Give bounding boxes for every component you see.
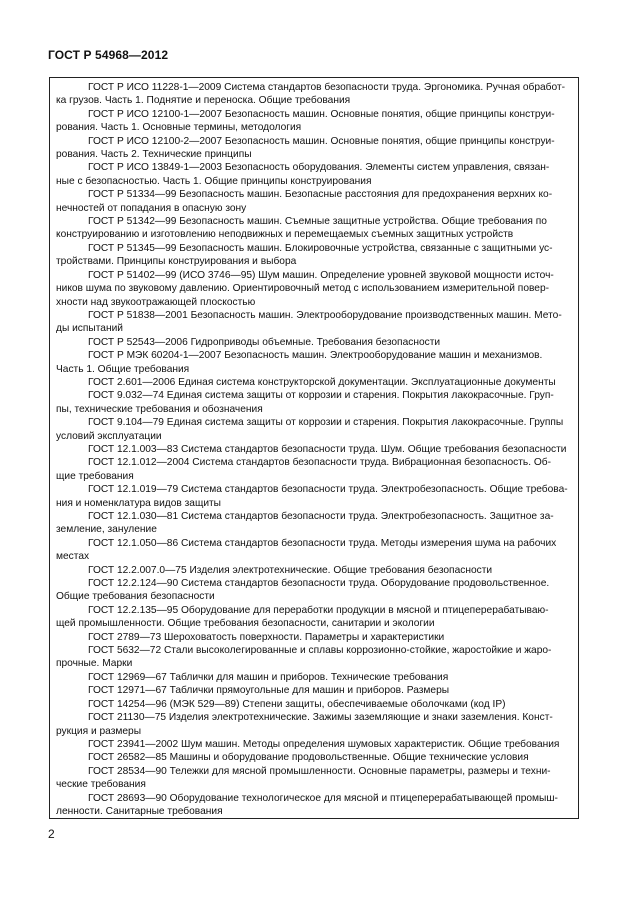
reference-entry — [56, 711, 575, 738]
reference-entry — [56, 336, 575, 349]
reference-entry — [56, 510, 575, 537]
reference-entry — [56, 564, 575, 577]
reference-entry — [56, 349, 575, 376]
reference-line-first: ГОСТ 28534—90 Тележки для мясной промышленности. Основные параметры, размеры и техни- — [88, 765, 551, 777]
reference-line-first: ГОСТ 28693—90 Оборудование технологическое для мясной и птицеперерабатывающей промыш- — [88, 792, 558, 804]
reference-entry — [56, 751, 575, 764]
reference-entry — [56, 456, 575, 483]
reference-line-continuation: ленности. Санитарные требования — [56, 805, 223, 817]
reference-line-continuation: тройствами. Принципы конструирования и выбора — [56, 256, 297, 268]
reference-line-continuation: рукция и размеры — [56, 725, 142, 737]
reference-line-first: ГОСТ 12971—67 Таблички прямоугольные для машин и приборов. Размеры — [88, 685, 450, 697]
reference-entry — [56, 671, 575, 684]
reference-entry — [56, 537, 575, 564]
reference-line-first: ГОСТ 12.1.012—2004 Система стандартов безопасности труда. Вибрационная безопасность. Об- — [88, 457, 552, 469]
reference-line-first: ГОСТ 9.104—79 Единая система защиты от коррозии и старения. Покрытия лакокрасочные. Группы — [88, 417, 564, 429]
reference-line-first: ГОСТ Р ИСО 11228-1—2009 Система стандартов безопасности труда. Эргономика. Ручная обработ- — [88, 82, 566, 93]
reference-line-first: ГОСТ 12.2.124—90 Система стандартов безопасности труда. Оборудование продовольственное. — [88, 578, 550, 590]
reference-line-first: ГОСТ 12.1.019—79 Система стандартов безопасности труда. Электробезопасность. Общие требова- — [88, 484, 568, 496]
reference-line-continuation: рования. Часть 1. Основные термины, методология — [56, 122, 302, 134]
reference-line-continuation: ников шума по звуковому давлению. Ориентировочный метод с использованием измерительной повер- — [56, 283, 550, 295]
reference-entry — [56, 188, 575, 215]
reference-line-first: ГОСТ 21130—75 Изделия электротехнические. Зажимы заземляющие и знаки заземления. Конст- — [88, 712, 553, 724]
normative-references-frame — [49, 77, 579, 819]
reference-entry — [56, 577, 575, 604]
reference-line-first: ГОСТ 14254—96 (МЭК 529—89) Степени защиты, обеспечиваемые оболочками (код IP) — [88, 698, 506, 710]
reference-line-continuation: местах — [56, 551, 90, 563]
reference-entry — [56, 376, 575, 389]
reference-line-continuation: земление, зануление — [56, 524, 157, 536]
reference-entry — [56, 604, 575, 631]
reference-line-first: ГОСТ Р МЭК 60204-1—2007 Безопасность машин. Электрооборудование машин и механизмов. — [88, 350, 543, 362]
reference-line-first: ГОСТ Р 51838—2001 Безопасность машин. Электрооборудование производственных машин. Мето- — [88, 309, 562, 321]
reference-line-continuation: ческие требования — [56, 779, 146, 791]
reference-line-first: ГОСТ 12.1.030—81 Система стандартов безопасности труда. Электробезопасность. Защитное за- — [88, 511, 554, 522]
reference-line-first: ГОСТ Р 51342—99 Безопасность машин. Съемные защитные устройства. Общие требования по — [88, 216, 547, 228]
reference-line-first: ГОСТ Р ИСО 13849-1—2003 Безопасность оборудования. Элементы систем управления, связан- — [88, 162, 550, 174]
reference-entry — [56, 161, 575, 188]
reference-entry — [56, 698, 575, 711]
reference-line-continuation: щей промышленности. Общие требования безопасности, санитарии и экологии — [56, 618, 435, 630]
reference-line-first: ГОСТ 12.2.007.0—75 Изделия электротехнические. Общие требования безопасности — [88, 564, 493, 576]
reference-line-first: ГОСТ 23941—2002 Шум машин. Методы определения шумовых характеристик. Общие требования — [88, 738, 560, 750]
reference-line-first: ГОСТ 12.1.050—86 Система стандартов безопасности труда. Методы измерения шума на рабочих — [88, 537, 557, 549]
reference-entry — [56, 738, 575, 751]
reference-entry — [56, 242, 575, 269]
reference-line-first: ГОСТ 2.601—2006 Единая система конструкторской документации. Эксплуатационные документы — [88, 376, 556, 388]
reference-line-continuation: ка грузов. Часть 1. Поднятие и переноска. Общие требования — [56, 95, 351, 107]
reference-line-first: ГОСТ 2789—73 Шероховатость поверхности. Параметры и характеристики — [88, 631, 445, 643]
reference-line-continuation: рования. Часть 2. Технические принципы — [56, 149, 252, 161]
page-number: 2 — [48, 827, 55, 841]
reference-line-continuation: условий эксплуатации — [56, 430, 162, 442]
reference-line-first: ГОСТ 9.032—74 Единая система защиты от коррозии и старения. Покрытия лакокрасочные. Груп- — [88, 390, 554, 402]
reference-line-first: ГОСТ 26582—85 Машины и оборудование продовольственные. Общие технические условия — [88, 752, 529, 764]
reference-line-first: ГОСТ 12969—67 Таблички для машин и приборов. Технические требования — [88, 671, 449, 683]
reference-entry — [56, 416, 575, 443]
reference-line-continuation: нечностей от попадания в опасную зону — [56, 202, 247, 214]
reference-line-first: ГОСТ 12.1.003—83 Система стандартов безопасности труда. Шум. Общие требования безопасности — [88, 443, 567, 455]
reference-entry — [56, 483, 575, 510]
reference-line-continuation: Общие требования безопасности — [56, 591, 215, 603]
reference-line-continuation: хности над звукоотражающей плоскостью — [56, 296, 256, 308]
reference-entry — [56, 389, 575, 416]
document-code-header: ГОСТ Р 54968—2012 — [48, 48, 169, 62]
reference-line-first: ГОСТ Р 51402—99 (ИСО 3746—95) Шум машин. Определение уровней звуковой мощности источ- — [88, 269, 554, 281]
reference-line-first: ГОСТ 5632—72 Стали высоколегированные и сплавы коррозионно-стойкие, жаростойкие и жаро- — [88, 645, 552, 657]
reference-entry — [56, 644, 575, 671]
reference-line-continuation: прочные. Марки — [56, 658, 133, 670]
reference-line-first: ГОСТ Р 51345—99 Безопасность машин. Блокировочные устройства, связанные с защитными ус- — [88, 242, 553, 254]
reference-entry — [56, 215, 575, 242]
reference-line-continuation: пы, технические требования и обозначения — [56, 403, 263, 415]
reference-entry — [56, 108, 575, 135]
reference-line-continuation: Часть 1. Общие требования — [56, 363, 190, 375]
reference-entry — [56, 684, 575, 697]
reference-line-first: ГОСТ Р 52543—2006 Гидроприводы объемные. Требования безопасности — [88, 336, 441, 348]
reference-entry — [56, 135, 575, 162]
reference-line-first: ГОСТ Р ИСО 12100-2—2007 Безопасность машин. Основные понятия, общие принципы конструи- — [88, 135, 555, 147]
reference-line-continuation: щие требования — [56, 470, 134, 482]
reference-line-first: ГОСТ 12.2.135—95 Оборудование для переработки продукции в мясной и птицеперерабатываю- — [88, 604, 549, 616]
reference-entry — [56, 792, 575, 819]
reference-entry — [56, 631, 575, 644]
reference-entry — [56, 269, 575, 309]
reference-entry — [56, 765, 575, 792]
reference-line-first: ГОСТ Р ИСО 12100-1—2007 Безопасность машин. Основные понятия, общие принципы конструи- — [88, 108, 555, 120]
reference-entry — [56, 309, 575, 336]
reference-line-continuation: ды испытаний — [56, 323, 123, 335]
reference-line-continuation: ния и номенклатура видов защиты — [56, 497, 222, 509]
reference-line-continuation: ные с безопасностью. Часть 1. Общие принципы конструирования — [56, 175, 372, 187]
reference-entry — [56, 81, 575, 108]
reference-line-first: ГОСТ Р 51334—99 Безопасность машин. Безопасные расстояния для предохранения верхних ко- — [88, 189, 553, 201]
reference-line-continuation: конструированию и изготовлению неподвижных и перемещаемых съемных защитных устройств — [56, 229, 514, 241]
reference-entry — [56, 443, 575, 456]
